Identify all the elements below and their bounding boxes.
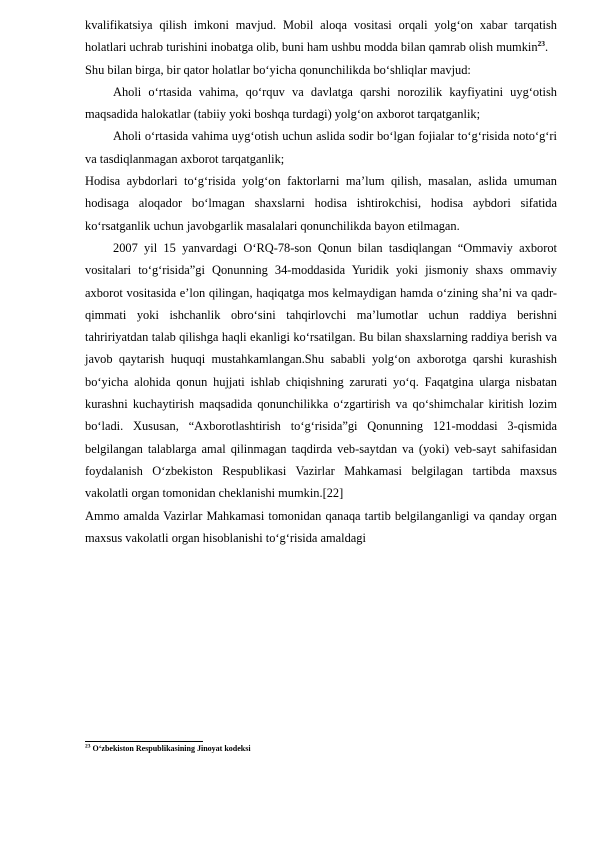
paragraph-7: Ammo amalda Vazirlar Mahkamasi tomonidan qanaqa tartib belgilanganligi va qanday organ maxsus vakolatli organ hisoblanishi to‘g‘risida amaldagi — [85, 508, 557, 545]
paragraph-6: 2007 yil 15 yanvardagi O‘RQ-78-son Qonun bilan tasdiqlangan “Ommaviy axborot vositalari to‘g‘risida”gi Qonunning 34-moddasida Yuridik yoki jismoniy shaxs ommaviy axborot vositasida e’lon qilingan, haqiqatga mos kelmaydigan hamda o‘zining sha’ni va qadr-qimmati yoki ishchanlik obro‘sini tahqirlovchi ma’lumotlar uchun raddiya berishni tahririyatdan talab qilishga haqli ekanligi ko‘rsatilgan. Bu bilan shaxslarning raddiya berish va javob qaytarish huquqi mustahkamlangan.Shu sababli yolg‘on axborotga qarshi kurashish bo‘yicha alohida qonun hujjati ishlab chiqishning zarurati yo‘q. Faqatgina ularga nisbatan kurashni kuchaytirish maqsadida qonunchilikka o‘zgartirish va qo‘shimchalar kiritish lozim bo‘ladi. Xususan, “Axborotlashtirish to‘g‘risida”gi Qonunning 121-moddasi 3-qismida belgilangan talablarga amal qilinmagan taqdirda veb-saytdan va (yoki) veb-sayt sahifasidan foydalanish O‘zbekiston Respublikasi Vazirlar Mahkamasi belgilagan tartibda maxsus vakolatli organ tomonidan cheklanishi mumkin.[22] — [85, 240, 557, 501]
document-page — [85, 14, 557, 549]
footnote-separator — [85, 741, 203, 742]
paragraph-5: Hodisa aybdorlari to‘g‘risida yolg‘on faktorlarni ma’lum qilish, masalan, aslida umuman hodisaga aloqador bo‘lmagan shaxslarni hodisa ishtirokchisi, hodisa aybdori sifatida ko‘rsatganlik uchun javobgarlik masalalari qonunchilikda bayon etilmagan. — [85, 174, 557, 233]
paragraph-2: Shu bilan birga, bir qator holatlar bo‘yicha qonunchilikda bo‘shliqlar mavjud: — [85, 62, 471, 77]
paragraph-1 — [85, 14, 557, 59]
footnote — [85, 744, 251, 754]
paragraph-4: Aholi o‘rtasida vahima uyg‘otish uchun aslida sodir bo‘lgan fojialar to‘g‘risida noto‘g‘ri va tasdiqlanmagan axborot tarqatganlik; — [85, 129, 557, 166]
paragraph-3: Aholi o‘rtasida vahima, qo‘rquv va davlatga qarshi norozilik kayfiyatini uyg‘otish maqsadida halokatlar (tabiiy yoki boshqa turdagi) yolg‘on axborot tarqatganlik; — [85, 84, 557, 122]
footnote-text: O‘zbekiston Respublikasining Jinoyat kodeksi — [92, 744, 251, 753]
paragraph-1-text: kvalifikatsiya qilish imkoni mavjud. Mobil aloqa vositasi orqali yolg‘on xabar tarqatish holatlari uchrab turishini inobatga olib, buni ham ushbu modda bilan qamrab olish mumkin — [85, 18, 557, 55]
paragraph-1-tail: . — [545, 40, 549, 55]
footnote-reference[interactable]: 23 — [537, 39, 546, 49]
footnote-number: 23 — [85, 743, 91, 750]
